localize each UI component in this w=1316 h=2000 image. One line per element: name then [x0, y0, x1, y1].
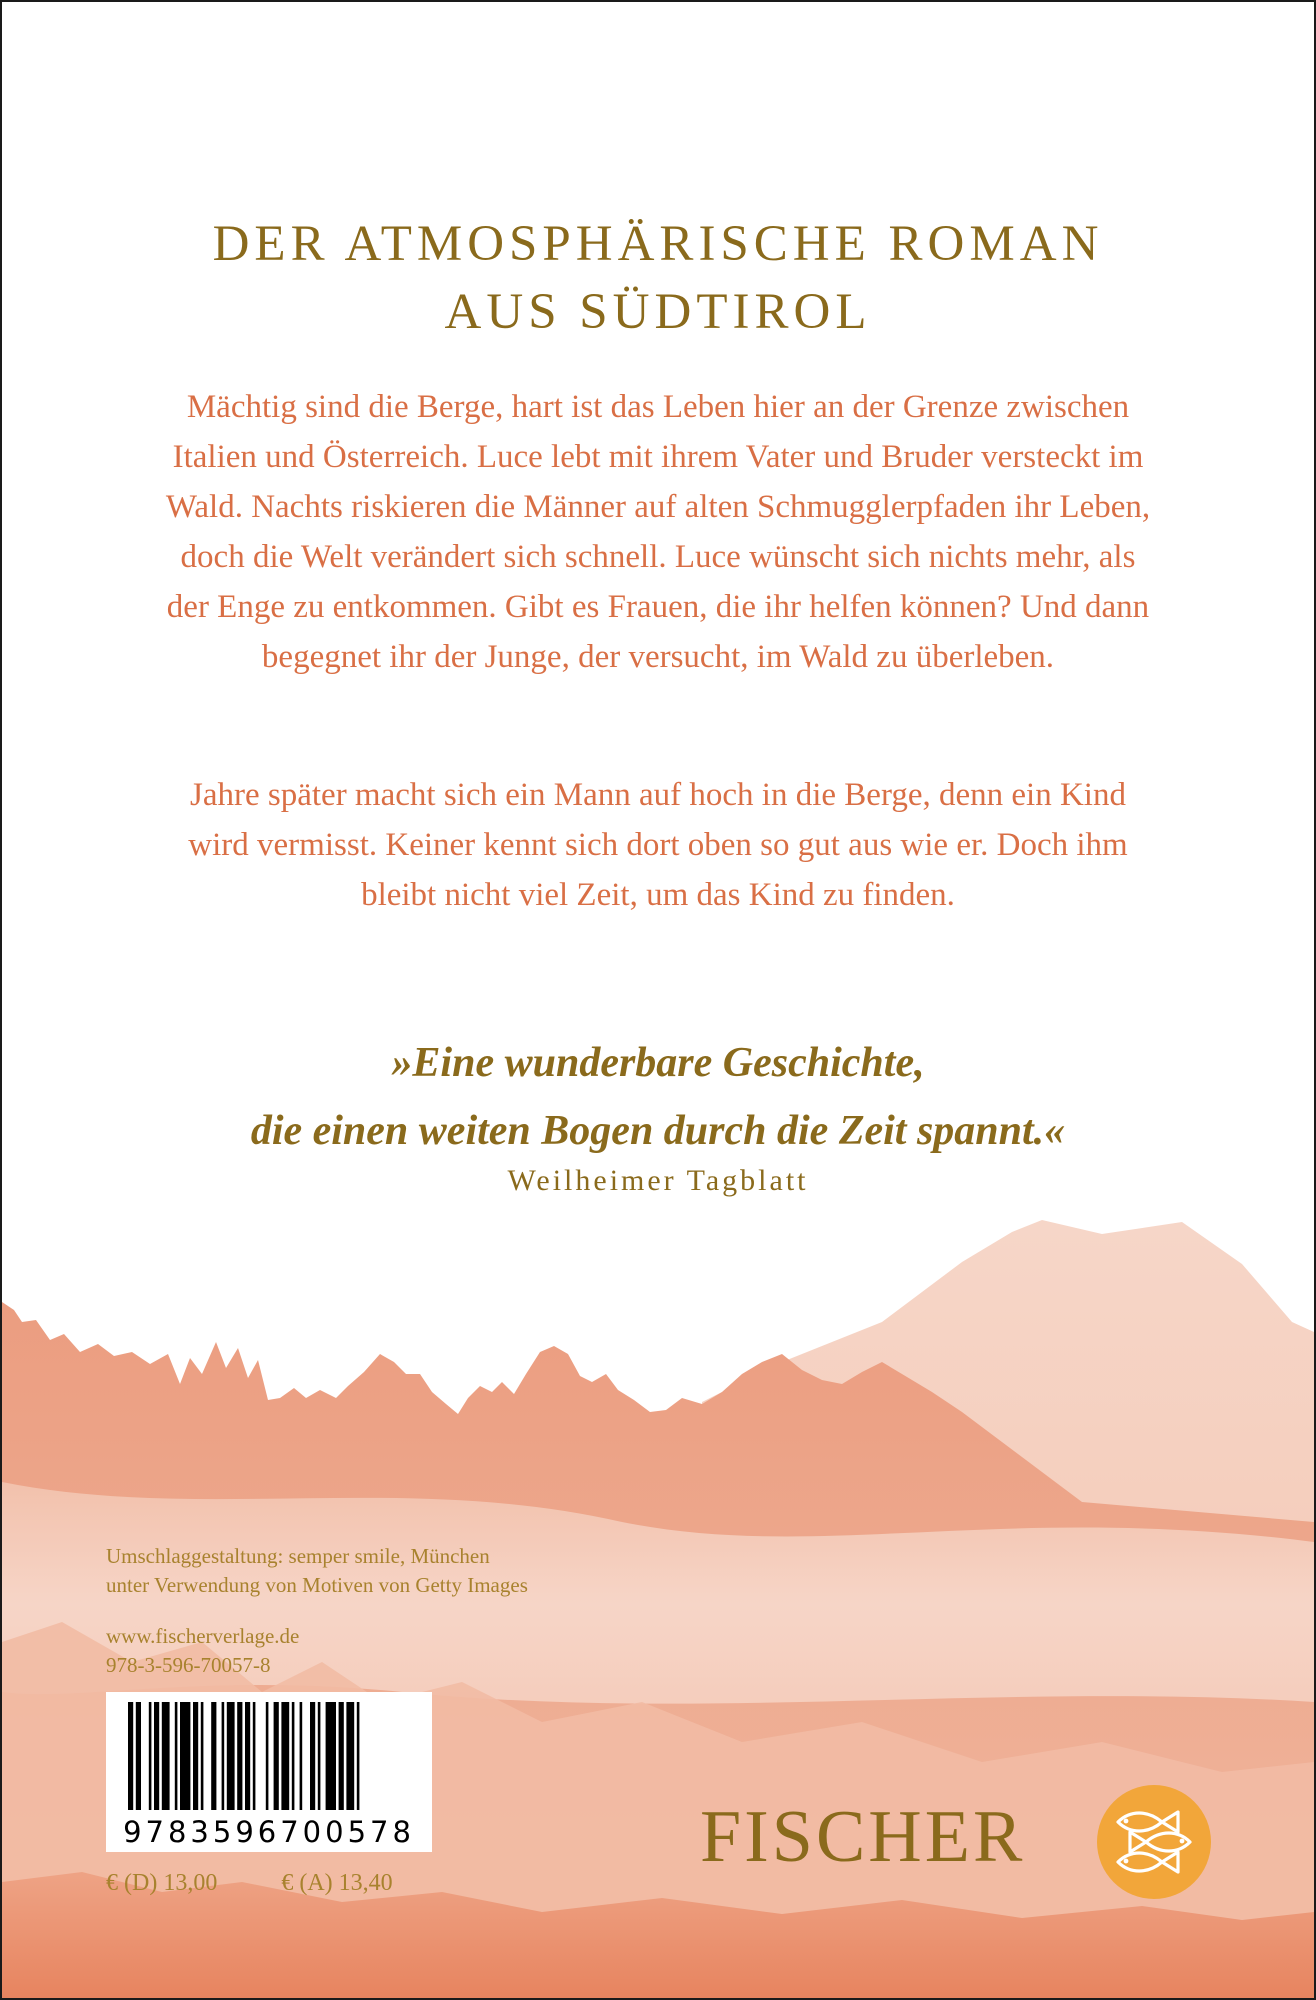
blurb-paragraph-1 [162, 382, 1154, 682]
barcode-bar [292, 1702, 295, 1810]
price-line [106, 1870, 393, 1897]
barcode [106, 1692, 432, 1852]
price-germany: € (D) 13,00 [106, 1870, 218, 1896]
barcode-bar [149, 1702, 152, 1810]
barcode-bar [253, 1702, 256, 1810]
barcode-bar [175, 1702, 178, 1810]
review-quote-line-2: die einen weiten Bogen durch die Zeit spannt.« [250, 1108, 1066, 1154]
barcode-bar [180, 1702, 190, 1810]
barcode-bar [154, 1702, 159, 1810]
blurb-text: Mächtig sind die Berge, hart ist das Leben hier an der Grenze zwischen Italien und Österreich. Luce lebt mit ihrem Vater und Bruder versteckt im Wald. Nachts riskieren die Männer auf alten Schmugglerpfaden ihr Leben, doch die Welt verändert sich schnell. Luce wünscht sich nichts mehr, als der Enge zu entkommen. Gibt es Frauen, die ihr helfen können? Und dann begegnet ihr der Junge, der versucht, im Wald zu überleben. [165, 389, 1151, 675]
blurb-text: Jahre später macht sich ein Mann auf hoch in die Berge, denn ein Kind wird vermisst. Keiner kennt sich dort oben so gut aus wie er. Doch ihm bleibt nicht viel Zeit, um das Kind zu finden. [188, 777, 1128, 913]
barcode-bar [310, 1702, 315, 1810]
publisher-website: www.fischerverlage.de [106, 1624, 300, 1648]
isbn-number: 978-3-596-70057-8 [106, 1653, 271, 1677]
barcode-bar [326, 1702, 336, 1810]
credits-spacer [106, 1600, 528, 1622]
headline [2, 210, 1314, 346]
design-credit-line-2: unter Verwendung von Motiven von Getty Images [106, 1573, 528, 1597]
barcode-bar [357, 1702, 360, 1810]
barcode-bar [136, 1702, 141, 1810]
headline-line-2: AUS SÜDTIROL [444, 284, 872, 340]
barcode-bar [266, 1702, 269, 1810]
review-quote [122, 1029, 1194, 1165]
barcode-bar [346, 1702, 354, 1810]
barcode-bar [193, 1702, 198, 1810]
barcode-bar [281, 1702, 289, 1810]
blurb-paragraph-2 [162, 770, 1154, 920]
price-austria: € (A) 13,40 [281, 1870, 393, 1896]
cover-credits [106, 1542, 528, 1680]
barcode-bar [227, 1702, 235, 1810]
barcode-bar [300, 1702, 303, 1810]
barcode-bar [211, 1702, 216, 1810]
barcode-bar [339, 1702, 344, 1810]
barcode-bar [128, 1702, 133, 1810]
barcode-bar [318, 1702, 321, 1810]
headline-line-1: DER ATMOSPHÄRISCHE ROMAN [212, 216, 1104, 272]
barcode-bar [201, 1702, 204, 1810]
barcode-bar [222, 1702, 225, 1810]
barcode-bar [274, 1702, 279, 1810]
barcode-bar [237, 1702, 242, 1810]
review-quote-line-1: »Eine wunderbare Geschichte, [391, 1040, 925, 1086]
review-source: Weilheimer Tagblatt [507, 1164, 809, 1197]
fischer-fish-logo-icon [1096, 1784, 1212, 1900]
barcode-bar [245, 1702, 250, 1810]
design-credit-line-1: Umschlaggestaltung: semper smile, München [106, 1544, 490, 1568]
barcode-bar [162, 1702, 170, 1810]
publisher-name: FISCHER [700, 1796, 1026, 1878]
barcode-digits: 9783596700578 [123, 1815, 415, 1849]
